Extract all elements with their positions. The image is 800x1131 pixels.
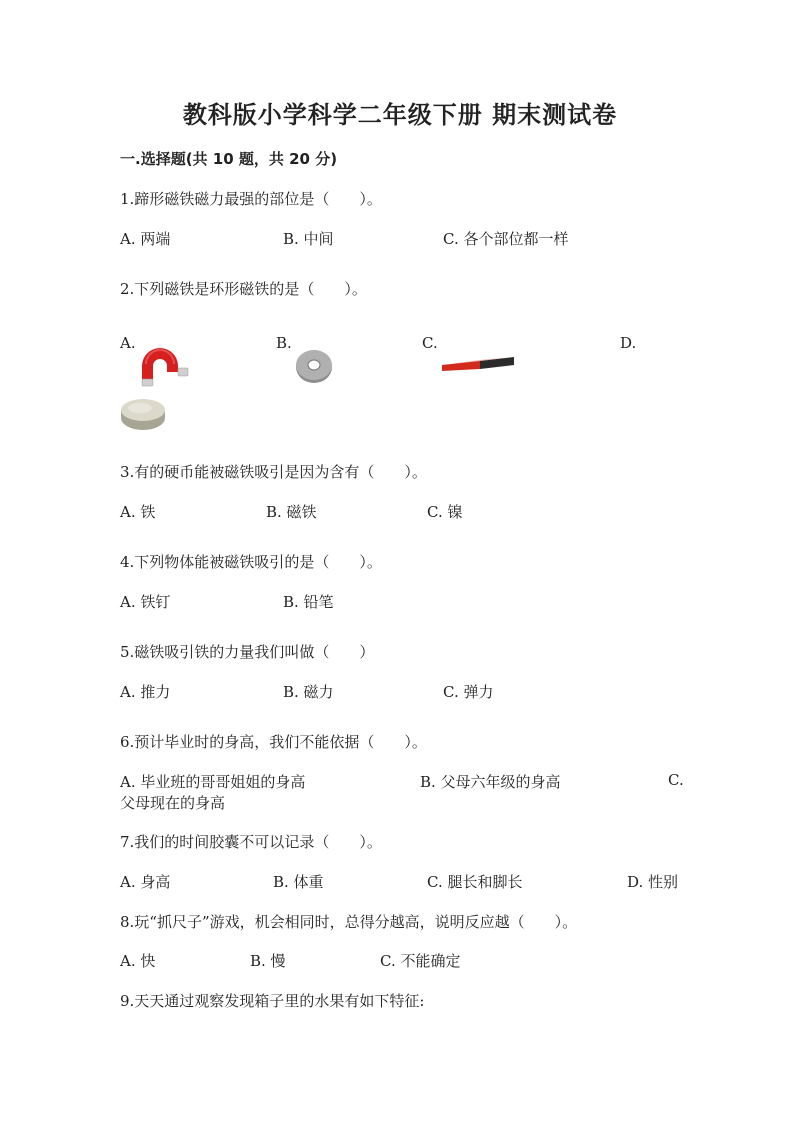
question-9-stem: 9.天天通过观察发现箱子里的水果有如下特征:: [120, 992, 425, 1010]
question-3-option-b: B. 磁铁: [266, 503, 317, 521]
question-5-stem: 5.磁铁吸引铁的力量我们叫做（ ）: [120, 643, 375, 661]
question-6-stem: 6.预计毕业时的身高，我们不能依据（ ）。: [120, 733, 427, 751]
question-5-option-c: C. 弹力: [443, 683, 494, 701]
horseshoe-magnet-image: [134, 342, 194, 388]
disc-magnet-image: [118, 396, 168, 432]
ring-magnet-image: [294, 348, 334, 384]
question-2-option-c: C.: [422, 334, 438, 352]
question-7-option-d: D. 性别: [627, 873, 679, 891]
question-5-option-b: B. 磁力: [283, 683, 334, 701]
question-7-stem: 7.我们的时间胶囊不可以记录（ ）。: [120, 833, 382, 851]
question-6-option-c-text: 父母现在的身高: [120, 794, 226, 812]
question-8-option-a: A. 快: [120, 952, 156, 970]
question-4-option-a: A. 铁钉: [120, 593, 171, 611]
question-6-option-a: A. 毕业班的哥哥姐姐的身高: [120, 773, 306, 791]
question-1-option-b: B. 中间: [283, 230, 334, 248]
question-4-option-b: B. 铅笔: [283, 593, 334, 611]
question-3-option-a: A. 铁: [120, 503, 156, 521]
question-5-option-a: A. 推力: [120, 683, 171, 701]
question-1-option-a: A. 两端: [120, 230, 171, 248]
question-7-option-a: A. 身高: [120, 873, 171, 891]
page-title: 教科版小学科学二年级下册 期末测试卷: [182, 101, 618, 129]
question-3-option-c: C. 镍: [427, 503, 463, 521]
question-2-stem: 2.下列磁铁是环形磁铁的是（ ）。: [120, 280, 367, 298]
question-2-option-b: B.: [276, 334, 292, 352]
question-1-stem: 1.蹄形磁铁磁力最强的部位是（ ）。: [120, 190, 382, 208]
question-8-stem: 8.玩“抓尺子”游戏，机会相同时，总得分越高，说明反应越（ ）。: [120, 913, 578, 931]
question-8-option-b: B. 慢: [250, 952, 286, 970]
question-4-stem: 4.下列物体能被磁铁吸引的是（ ）。: [120, 553, 382, 571]
question-2-option-d: D.: [620, 334, 637, 352]
bar-magnet-image: [440, 356, 516, 374]
section-heading: 一.选择题(共 10 题，共 20 分): [120, 150, 338, 168]
question-7-option-b: B. 体重: [273, 873, 324, 891]
question-8-option-c: C. 不能确定: [380, 952, 461, 970]
question-7-option-c: C. 腿长和脚长: [427, 873, 523, 891]
question-6-option-b: B. 父母六年级的身高: [420, 773, 561, 791]
question-3-stem: 3.有的硬币能被磁铁吸引是因为含有（ ）。: [120, 463, 427, 481]
question-6-option-c-label: C.: [668, 771, 684, 789]
question-1-option-c: C. 各个部位都一样: [443, 230, 569, 248]
question-2-option-a: A.: [120, 334, 136, 352]
